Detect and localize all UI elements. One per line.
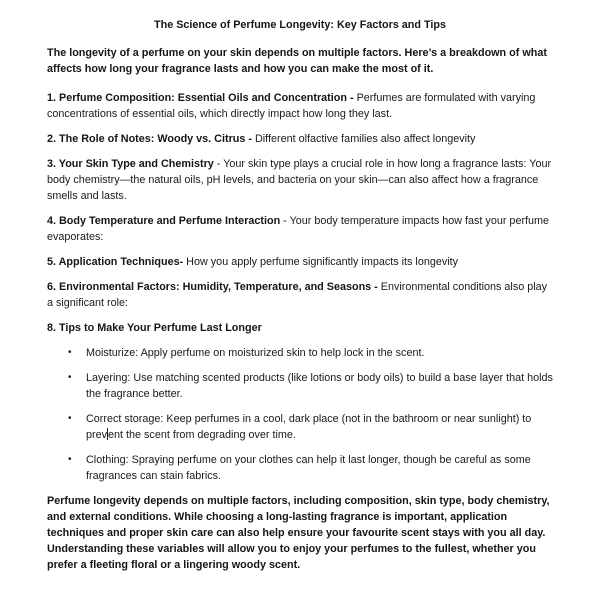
list-item-storage[interactable] (47, 411, 553, 443)
factor-heading: 6. Environmental Factors: Humidity, Temperature, and Seasons - (47, 281, 381, 293)
factor-paragraph-1[interactable] (47, 90, 553, 122)
factor-text: Different olfactive families also affect longevity (254, 133, 476, 145)
factor-paragraph-6[interactable] (47, 279, 553, 311)
factor-paragraph-5[interactable] (47, 254, 553, 270)
factor-text: - Your body temperature impacts how fast your perfume evaporates: (47, 215, 550, 243)
factor-text: Environmental conditions also play a significant role: (47, 281, 548, 309)
tip-text: Moisturize: Apply perfume on moisturized skin to help lock in the scent. (86, 347, 425, 359)
intro-paragraph[interactable]: The longevity of a perfume on your skin depends on multiple factors. Here’s a breakdown of what affects how long your fragrance lasts and how you can make the most of it. (47, 47, 547, 75)
bullet-icon: • (68, 347, 72, 358)
factor-paragraph-4[interactable] (47, 213, 553, 245)
tips-heading[interactable]: 8. Tips to Make Your Perfume Last Longer (47, 322, 262, 334)
conclusion-paragraph[interactable]: Perfume longevity depends on multiple factors, including composition, skin type, body chemistry, and external conditions. While choosing a long-lasting fragrance is important, application techniques and proper skin care can also help ensure your favourite scent stays with you all day. Understanding these variables will allow you to enjoy your perfumes to the fullest, whether you prefer a fleeting floral or a lingering woody scent. (47, 495, 550, 571)
factor-heading: 3. Your Skin Type and Chemistry (47, 158, 214, 170)
list-item-moisturize[interactable] (47, 345, 553, 361)
list-item-clothing[interactable] (47, 452, 553, 484)
list-item-layering[interactable] (47, 370, 553, 402)
bullet-icon: • (68, 413, 72, 424)
factor-heading: 1. Perfume Composition: Essential Oils and Concentration - (47, 92, 357, 104)
factor-paragraph-3[interactable] (47, 156, 553, 204)
factor-text: - Your skin type plays a crucial role in how long a fragrance lasts: Your body chemistry—the natural oils, pH levels, and bacteria on your skin—can also affect how a fragrance smells and lasts. (47, 158, 552, 202)
bullet-icon: • (68, 372, 72, 383)
tip-text-after-cursor: ent the scent from degrading over time. (108, 429, 296, 441)
factor-text: Perfumes are formulated with varying concentrations of essential oils, which directly impact how long they last. (47, 92, 536, 120)
factor-paragraph-2[interactable] (47, 131, 553, 147)
document-title[interactable]: The Science of Perfume Longevity: Key Factors and Tips (154, 19, 446, 31)
tips-list (47, 345, 553, 484)
tip-text-before-cursor: Correct storage: Keep perfumes in a cool, dark place (not in the bathroom or near sunlight) to prev (86, 413, 532, 441)
tip-text: Clothing: Spraying perfume on your clothes can help it last longer, though be careful as some fragrances can stain fabrics. (86, 454, 531, 482)
factor-heading: 4. Body Temperature and Perfume Interaction (47, 215, 281, 227)
tip-text: Layering: Use matching scented products (like lotions or body oils) to build a base layer that holds the fragrance better. (86, 372, 553, 400)
factor-text: How you apply perfume significantly impacts its longevity (183, 256, 459, 268)
bullet-icon: • (68, 454, 72, 465)
factor-heading: 5. Application Techniques- (47, 256, 184, 268)
factor-heading: 2. The Role of Notes: Woody vs. Citrus - (47, 133, 255, 145)
